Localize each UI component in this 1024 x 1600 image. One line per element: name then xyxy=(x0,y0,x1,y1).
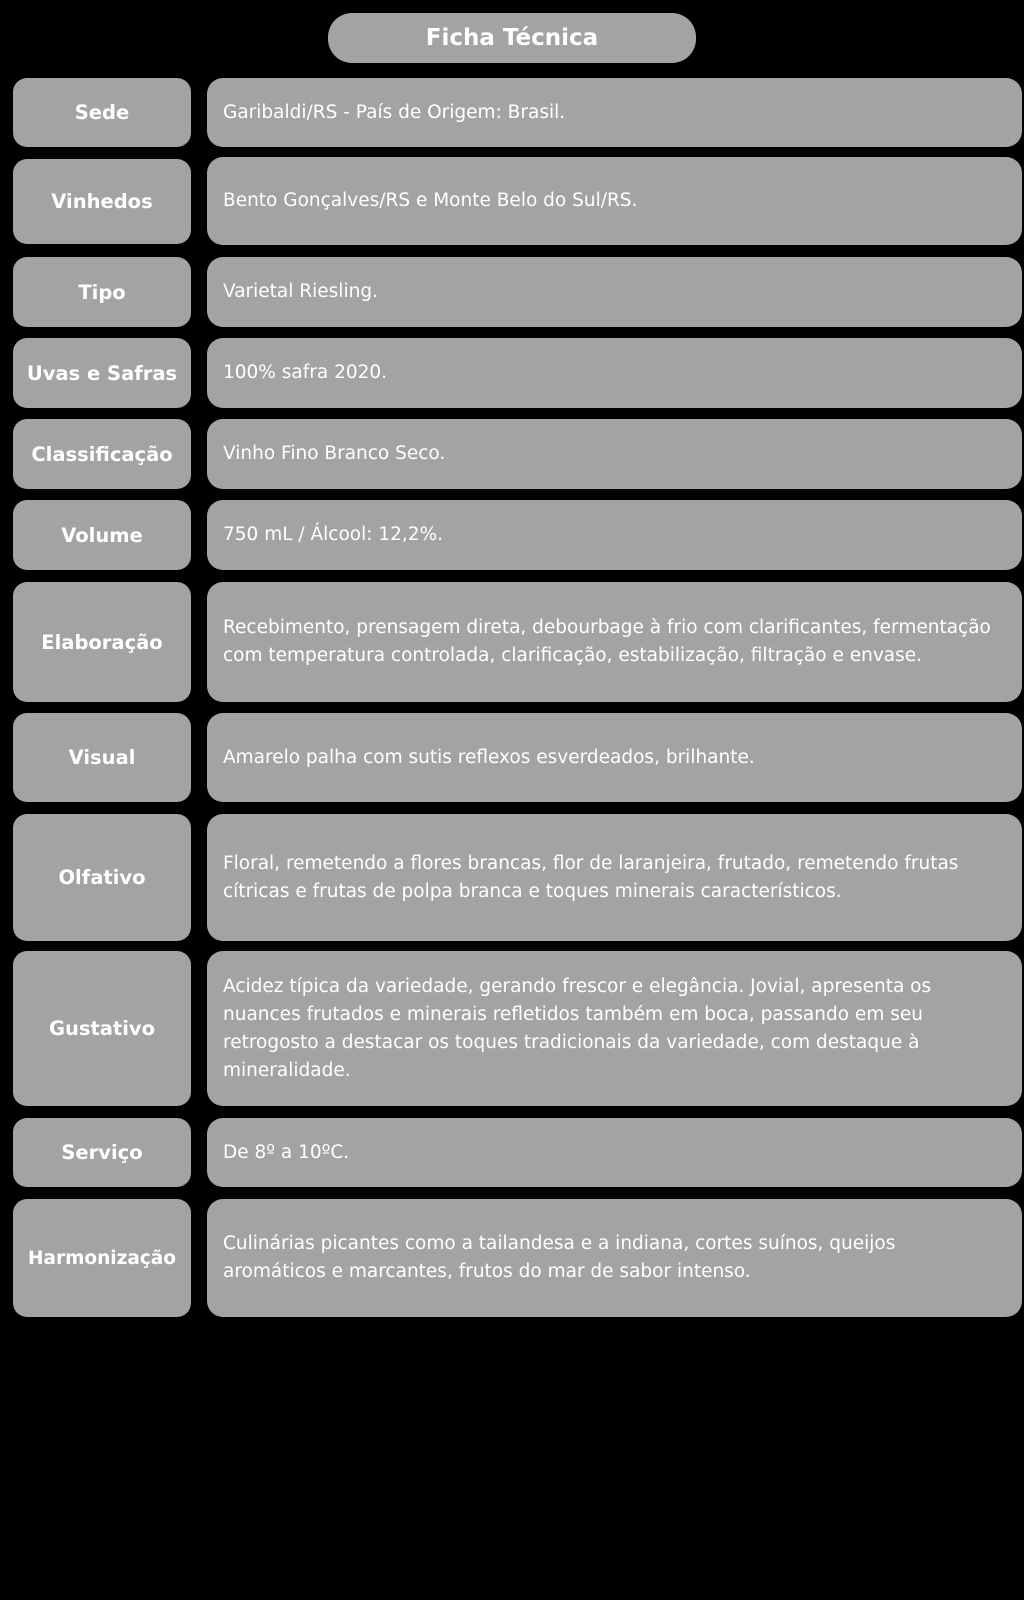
row-value-text: Floral, remetendo a flores brancas, flor de laranjeira, frutado, remetendo frutas cítricas e frutas de polpa branca e toques minerais característicos. xyxy=(223,852,959,902)
row-value xyxy=(207,157,1022,245)
row-value-text: Acidez típica da variedade, gerando frescor e elegância. Jovial, apresenta os nuances frutados e minerais refletidos também em boca, passando em seu retrogosto a destacar os toques tradicionais da variedade, com destaque à mineralidade. xyxy=(223,975,932,1081)
row-value-text: De 8º a 10ºC. xyxy=(223,1141,350,1163)
row-value xyxy=(207,78,1022,147)
row-value xyxy=(207,338,1022,408)
row-label: Vinhedos xyxy=(13,159,191,244)
row-label: Elaboração xyxy=(13,582,191,702)
row-value xyxy=(207,582,1022,702)
row-label: Harmonização xyxy=(13,1199,191,1317)
row-value-text: 750 mL / Álcool: 12,2%. xyxy=(223,524,444,545)
row-label: Gustativo xyxy=(13,951,191,1106)
row-value-text: Garibaldi/RS - País de Origem: Brasil. xyxy=(223,101,566,123)
row-value xyxy=(207,1199,1022,1317)
row-value xyxy=(207,951,1022,1106)
row-value-text: Varietal Riesling. xyxy=(223,281,378,302)
row-value xyxy=(207,713,1022,802)
row-label: Uvas e Safras xyxy=(13,338,191,408)
row-label: Serviço xyxy=(13,1118,191,1187)
row-value-text: Recebimento, prensagem direta, debourbage à frio com clarificantes, fermentação com temperatura controlada, clarificação, estabilização, filtração e envase. xyxy=(223,617,991,666)
page-title: Ficha Técnica xyxy=(328,13,696,63)
row-value-text: Vinho Fino Branco Seco. xyxy=(223,443,446,464)
row-label: Olfativo xyxy=(13,814,191,941)
row-value-text: Bento Gonçalves/RS e Monte Belo do Sul/RS. xyxy=(223,190,638,211)
row-label: Sede xyxy=(13,78,191,147)
row-value xyxy=(207,500,1022,570)
row-value xyxy=(207,1118,1022,1187)
row-value xyxy=(207,419,1022,489)
row-label: Volume xyxy=(13,500,191,570)
row-label: Visual xyxy=(13,713,191,802)
row-value xyxy=(207,257,1022,327)
row-value xyxy=(207,814,1022,941)
row-label: Classificação xyxy=(13,419,191,489)
row-value-text: Culinárias picantes como a tailandesa e a indiana, cortes suínos, queijos aromáticos e marcantes, frutos do mar de sabor intenso. xyxy=(223,1233,896,1282)
row-value-text: Amarelo palha com sutis reflexos esverdeados, brilhante. xyxy=(223,746,755,768)
row-label: Tipo xyxy=(13,257,191,327)
row-value-text: 100% safra 2020. xyxy=(223,362,388,383)
